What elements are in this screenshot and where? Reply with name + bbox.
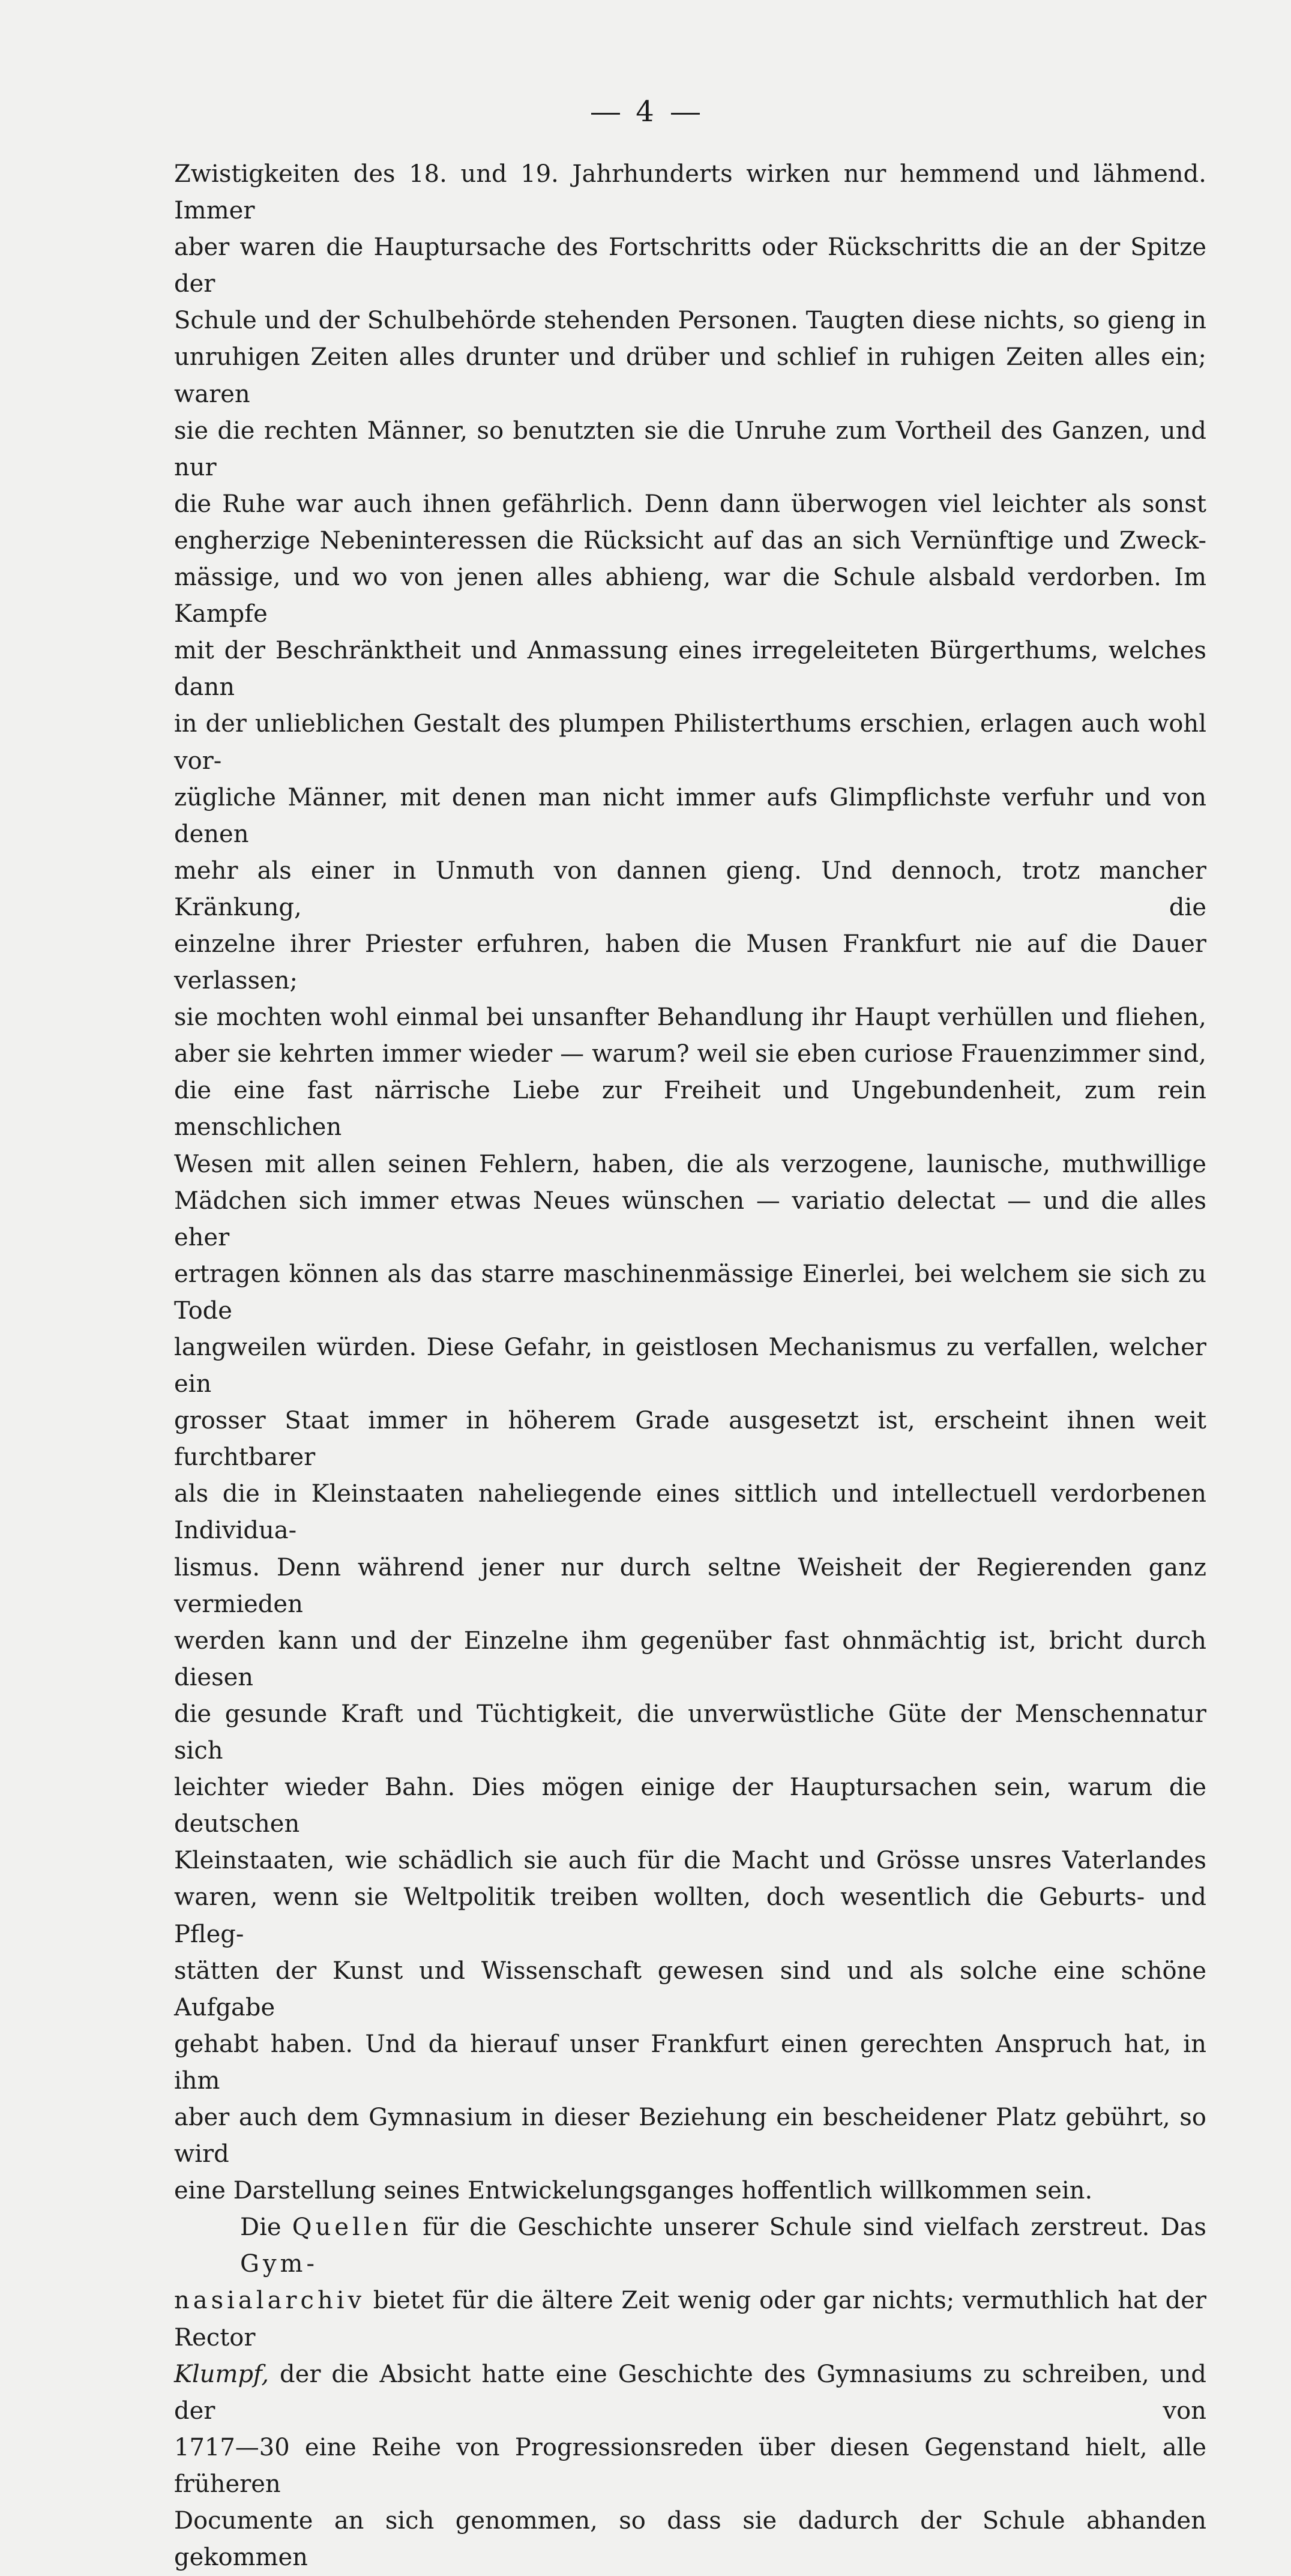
spaced-term-gymnasialarchiv-start: Gym- <box>240 2250 318 2278</box>
text-line: aber waren die Hauptursache des Fortschritts oder Rückschritts die an der Spitze der <box>174 233 1206 298</box>
header-dash-left <box>591 113 620 115</box>
text-line: aber sie kehrten immer wieder — warum? weil sie eben curiose Frauenzimmer sind, <box>174 1040 1206 1068</box>
spaced-term-quellen: Quellen <box>292 2213 412 2242</box>
text-line: sie mochten wohl einmal bei unsanfter Behandlung ihr Haupt verhüllen und fliehen, <box>174 1004 1206 1032</box>
text-line: einzelne ihrer Priester erfuhren, haben die Musen Frankfurt nie auf die Dauer verlassen; <box>174 930 1206 995</box>
text-line: werden kann und der Einzelne ihm gegenüber fast ohnmächtig ist, bricht durch diesen <box>174 1627 1206 1691</box>
body-text <box>174 156 1206 2576</box>
text-line: mehr als einer in Unmuth von dannen gieng. Und dennoch, trotz mancher Kränkung, die <box>174 856 1206 921</box>
text-line: waren, wenn sie Weltpolitik treiben wollten, doch wesentlich die Geburts- und Pfleg- <box>174 1883 1206 1948</box>
text-line: mit der Beschränktheit und Anmassung eines irregeleiteten Bürgerthums, welches dann <box>174 637 1206 702</box>
text-line: 1717—30 eine Reihe von Progressionsreden über diesen Gegenstand hielt, alle früheren <box>174 2433 1206 2498</box>
text-line: Wesen mit allen seinen Fehlern, haben, die als verzogene, launische, muthwillige <box>174 1150 1206 1178</box>
text-line: Kleinstaaten, wie schädlich sie auch für die Macht und Grösse unsres Vaterlandes <box>174 1847 1206 1875</box>
text-line <box>174 2356 1206 2430</box>
text-line: sie die rechten Männer, so benutzten sie die Unruhe zum Vortheil des Ganzen, und nur <box>174 417 1206 481</box>
text-line: in der unlieblichen Gestalt des plumpen Philisterthums erschien, erlagen auch wohl vor- <box>174 710 1206 775</box>
text-line: Documente an sich genommen, so dass sie dadurch der Schule abhanden gekommen <box>174 2507 1206 2572</box>
text-line <box>174 2209 1206 2283</box>
text-line: engherzige Nebeninteressen die Rücksicht auf das an sich Vernünftige und Zweck- <box>174 526 1206 555</box>
text-line: die eine fast närrische Liebe zur Freiheit und Ungebundenheit, zum rein menschlichen <box>174 1077 1206 1142</box>
text-line: mässige, und wo von jenen alles abhieng, war die Schule alsbald verdorben. Im Kampfe <box>174 564 1206 628</box>
text-line: die gesunde Kraft und Tüchtigkeit, die unverwüstliche Güte der Menschennatur sich <box>174 1700 1206 1765</box>
text-line: die Ruhe war auch ihnen gefährlich. Denn dann überwogen viel leichter als sonst <box>174 490 1206 518</box>
text-run: der die Absicht hatte eine Geschichte des Gymnasiums zu schreiben, und der von <box>174 2360 1206 2425</box>
text-line: aber auch dem Gymnasium in dieser Beziehung ein bescheidener Platz gebührt, so wird <box>174 2103 1206 2168</box>
page-header <box>0 95 1291 128</box>
text-line: lismus. Denn während jener nur durch seltne Weisheit der Regierenden ganz vermieden <box>174 1553 1206 1618</box>
text-line: Mädchen sich immer etwas Neues wünschen — variatio delectat — und die alles eher <box>174 1187 1206 1251</box>
text-line: langweilen würden. Diese Gefahr, in geistlosen Mechanismus zu verfallen, welcher ein <box>174 1334 1206 1398</box>
text-line: ertragen können als das starre maschinenmässige Einerlei, bei welchem sie sich zu Tode <box>174 1260 1206 1325</box>
text-run: für die Geschichte unserer Schule sind vielfach zerstreut. Das <box>412 2213 1206 2242</box>
text-line <box>174 2283 1206 2356</box>
text-line: grosser Staat immer in höherem Grade ausgesetzt ist, erscheint ihnen weit furchtbarer <box>174 1407 1206 1472</box>
text-line: eine Darstellung seines Entwickelungsganges hoffentlich willkommen sein. <box>174 2177 1093 2205</box>
text-line: Schule und der Schulbehörde stehenden Personen. Taugten diese nichts, so gieng in <box>174 307 1206 335</box>
text-line: zügliche Männer, mit denen man nicht immer aufs Glimpflichste verfuhr und von denen <box>174 783 1206 848</box>
text-line: gehabt haben. Und da hierauf unser Frankfurt einen gerechten Anspruch hat, in ihm <box>174 2030 1206 2095</box>
text-line: als die in Kleinstaaten naheliegende eines sittlich und intellectuell verdorbenen Individua- <box>174 1480 1206 1545</box>
spaced-term-gymnasialarchiv-end: nasialarchiv <box>174 2287 366 2315</box>
text-run: bietet für die ältere Zeit wenig oder gar nichts; vermuthlich hat der Rector <box>174 2287 1206 2352</box>
italic-name-klumpf: Klumpf, <box>174 2360 269 2388</box>
page-number: 4 <box>636 95 655 128</box>
paragraph-1 <box>174 156 1206 2209</box>
paragraph-2 <box>174 2209 1206 2576</box>
text-line: Zwistigkeiten des 18. und 19. Jahrhunderts wirken nur hemmend und lähmend. Immer <box>174 160 1206 225</box>
text-line: unruhigen Zeiten alles drunter und drüber und schlief in ruhigen Zeiten alles ein; waren <box>174 343 1206 408</box>
text-line: leichter wieder Bahn. Dies mögen einige der Hauptursachen sein, warum die deutschen <box>174 1774 1206 1838</box>
text-line: stätten der Kunst und Wissenschaft gewesen sind und als solche eine schöne Aufgabe <box>174 1957 1206 2021</box>
header-dash-right <box>671 113 700 115</box>
text-run: Die <box>240 2213 292 2242</box>
